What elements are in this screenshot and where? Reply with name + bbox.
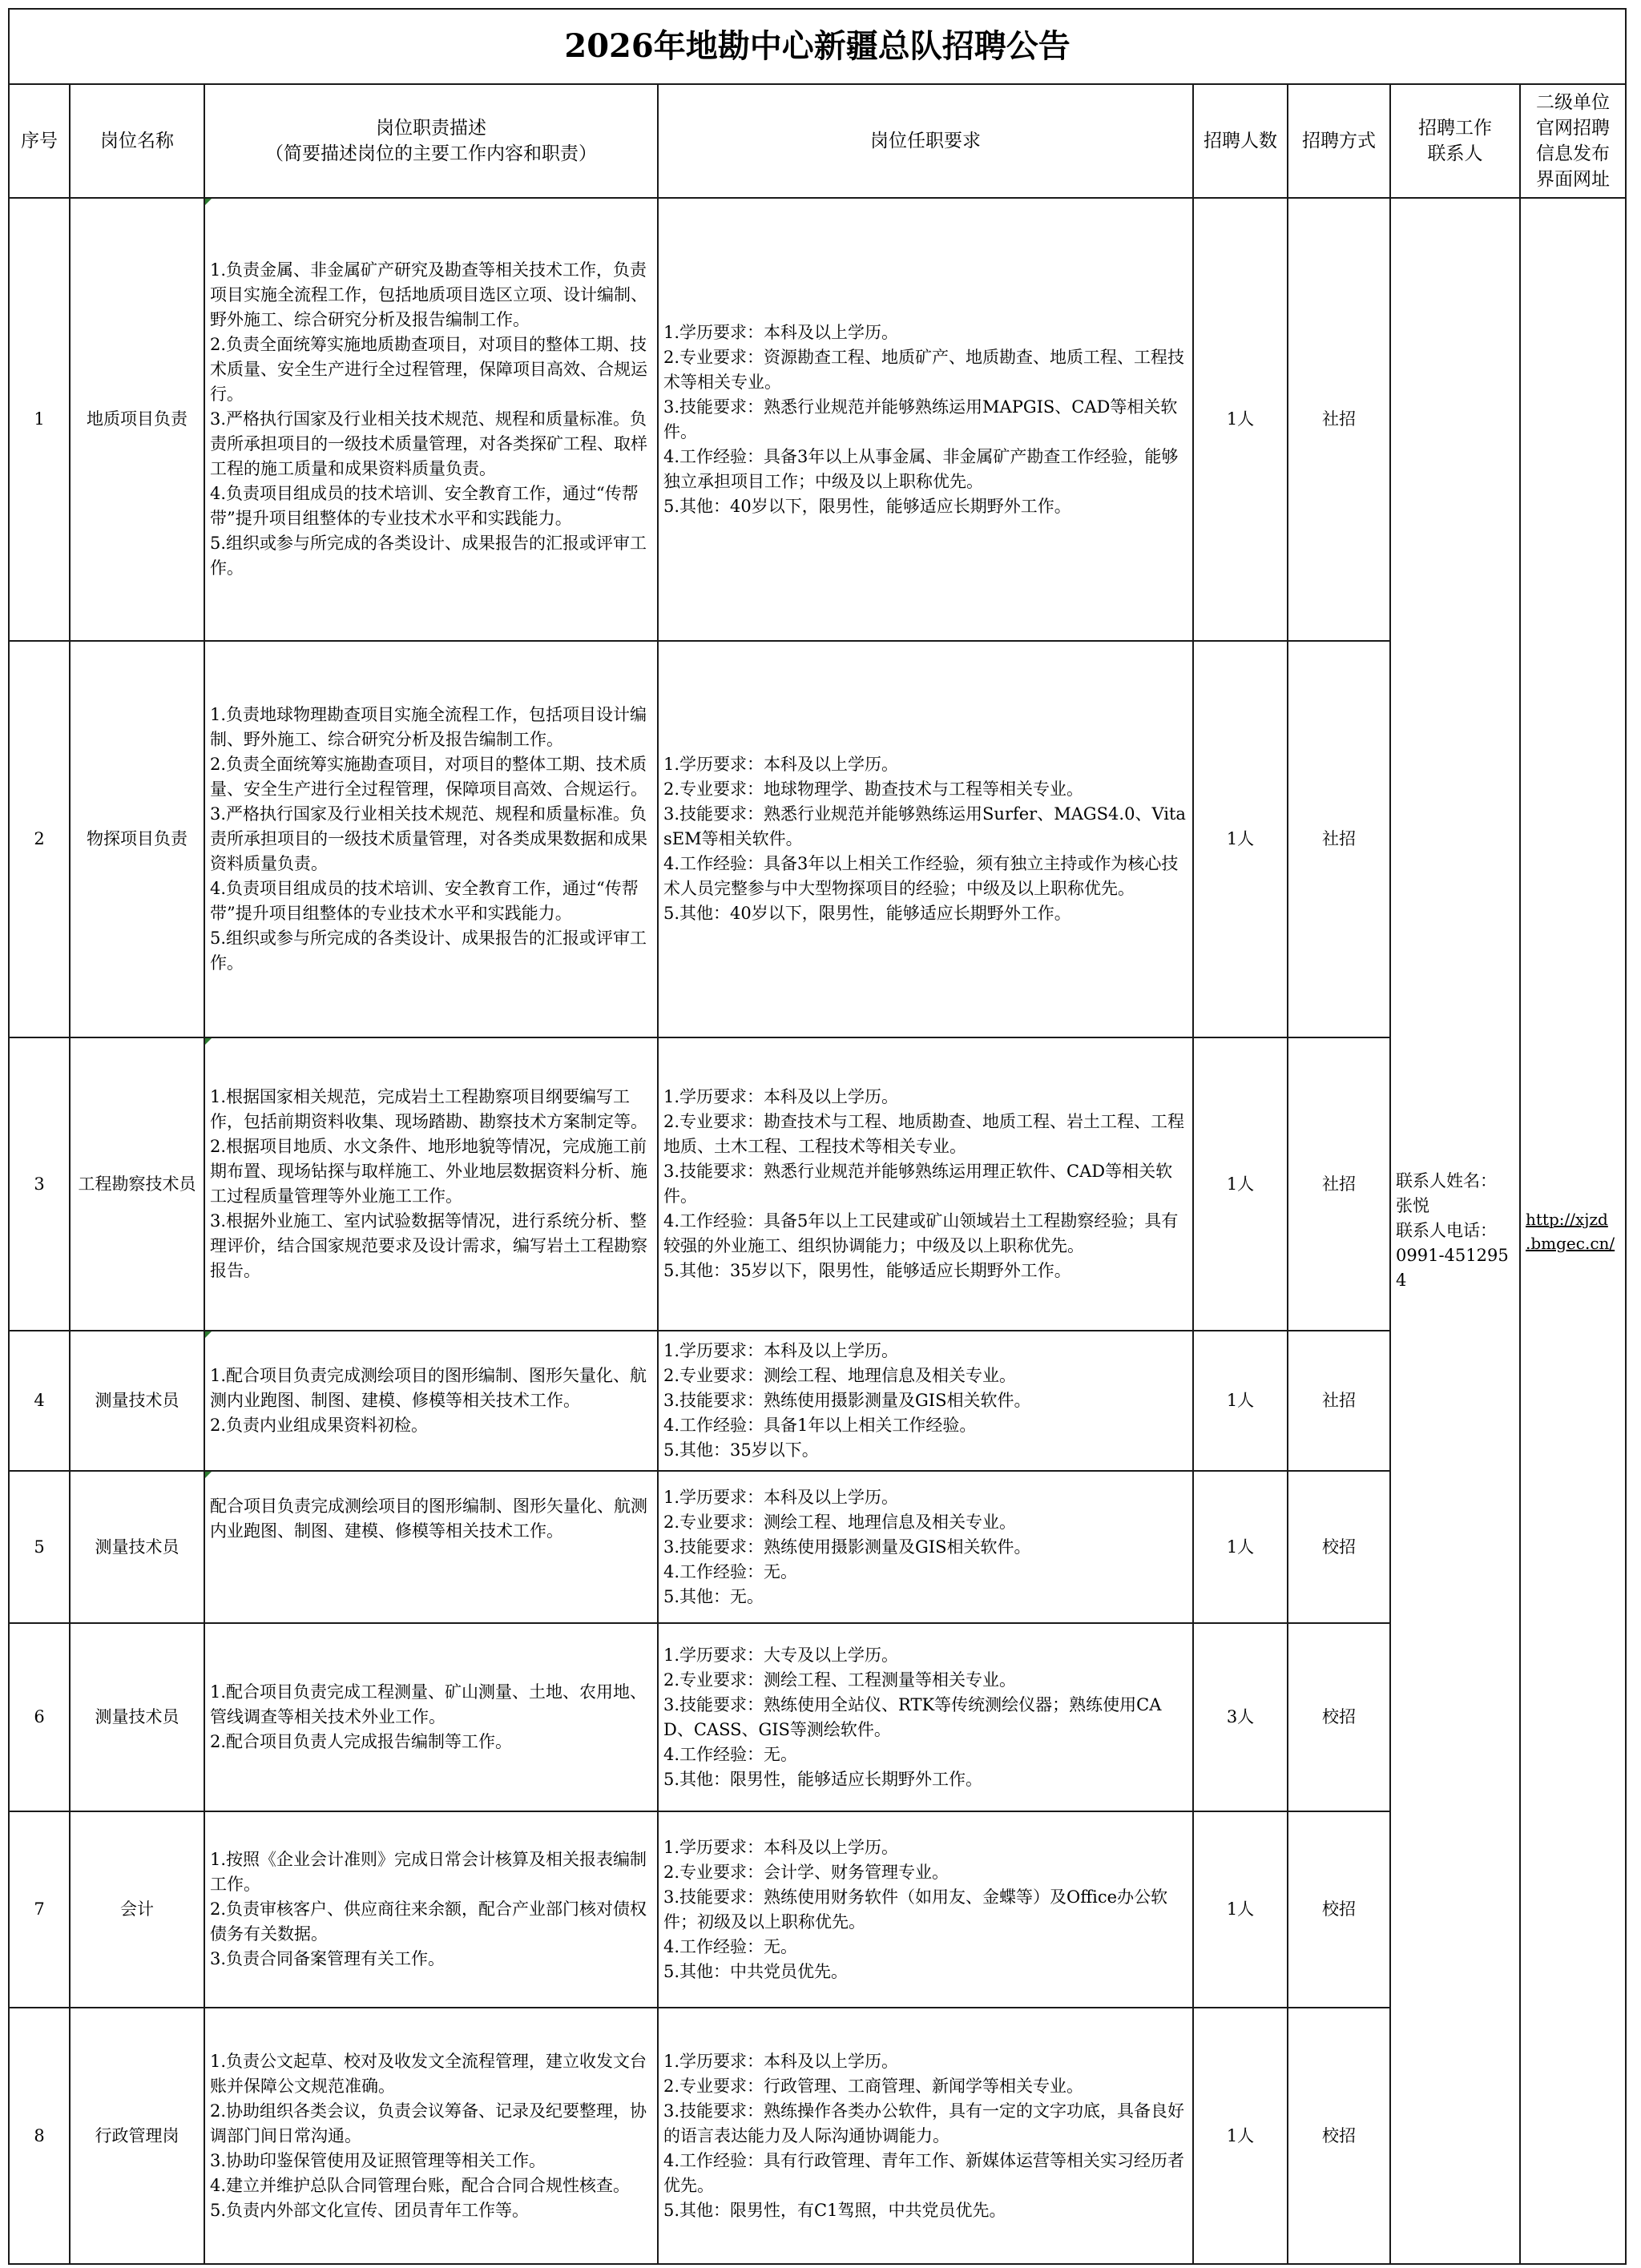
- requirement-line: 1.学历要求：本科及以上学历。: [663, 1087, 899, 1106]
- row-method: 社招: [1288, 1331, 1390, 1471]
- row-duties: [204, 1331, 658, 1471]
- url-link-line[interactable]: http://xjzd: [1526, 1209, 1608, 1229]
- row-no: 4: [9, 1331, 70, 1471]
- row-position-name: 测量技术员: [70, 1471, 204, 1623]
- header-count: 招聘人数: [1193, 84, 1288, 198]
- header-url: [1520, 84, 1626, 198]
- requirement-line: 3.技能要求：熟悉行业规范并能够熟练运用MAPGIS、CAD等相关软件。: [663, 397, 1178, 441]
- row-requirements: [658, 1037, 1193, 1331]
- requirement-line: 4.工作经验：无。: [663, 1561, 798, 1581]
- row-position-name: 行政管理岗: [70, 2008, 204, 2264]
- requirement-line: 1.学历要求：本科及以上学历。: [663, 1837, 899, 1857]
- header-url-line: 信息发布: [1536, 143, 1611, 164]
- duty-line: 5.组织或参与所完成的各类设计、成果报告的汇报或评审工作。: [210, 929, 647, 973]
- row-duties: [204, 1471, 658, 1623]
- table-row: [9, 1331, 1626, 1471]
- duty-line: 2.负责全面统筹实施地质勘查项目，对项目的整体工期、技术质量、安全生产进行全过程管理，保障项目高效、合规运行。: [210, 335, 647, 404]
- row-count: 1人: [1193, 1471, 1288, 1623]
- requirement-line: 3.技能要求：熟练使用摄影测量及GIS相关软件。: [663, 1391, 1031, 1410]
- requirement-line: 2.专业要求：勘查技术与工程、地质勘查、地质工程、岩土工程、工程地质、土木工程、工程技术等相关专业。: [663, 1112, 1185, 1156]
- header-requirements: 岗位任职要求: [658, 84, 1193, 198]
- duty-line: 2.负责全面统筹实施勘查项目，对项目的整体工期、技术质量、安全生产进行全过程管理，保障项目高效、合规运行。: [210, 755, 647, 799]
- page-title: 2026年地勘中心新疆总队招聘公告: [9, 9, 1626, 84]
- row-duties: [204, 198, 658, 641]
- table-row: [9, 2008, 1626, 2264]
- contact-name-label: 联系人姓名：: [1396, 1171, 1497, 1190]
- duty-line: 2.根据项目地质、水文条件、地形地貌等情况，完成施工前期布置、现场钻探与取样施工、外业地层数据资料分析、施工过程质量管理等外业施工工作。: [210, 1137, 647, 1206]
- requirement-line: 4.工作经验：具备3年以上从事金属、非金属矿产勘查工作经验，能够独立承担项目工作；中级及以上职称优先。: [663, 446, 1179, 491]
- header-row: [9, 84, 1626, 198]
- row-no: 5: [9, 1471, 70, 1623]
- row-no: 3: [9, 1037, 70, 1331]
- contact-name: 张悦: [1396, 1196, 1429, 1215]
- row-count: 1人: [1193, 2008, 1288, 2264]
- header-no: 序号: [9, 84, 70, 198]
- row-method: 社招: [1288, 198, 1390, 641]
- row-requirements: [658, 2008, 1193, 2264]
- row-method: 社招: [1288, 641, 1390, 1037]
- duty-line: 5.组织或参与所完成的各类设计、成果报告的汇报或评审工作。: [210, 534, 647, 578]
- requirement-line: 5.其他：40岁以下，限男性，能够适应长期野外工作。: [663, 496, 1071, 516]
- header-url-line: 界面网址: [1536, 169, 1611, 190]
- recruitment-table: [8, 8, 1627, 2265]
- requirement-line: 2.专业要求：测绘工程、地理信息及相关专业。: [663, 1366, 1017, 1385]
- row-count: 1人: [1193, 641, 1288, 1037]
- header-contact: [1390, 84, 1520, 198]
- contact-phone-label: 联系人电话：: [1396, 1221, 1497, 1240]
- table-row: [9, 1811, 1626, 2008]
- header-method: 招聘方式: [1288, 84, 1390, 198]
- header-contact-line: 招聘工作: [1418, 118, 1492, 139]
- duty-line: 2.负责审核客户、供应商往来余额，配合产业部门核对债权债务有关数据。: [210, 1899, 647, 1944]
- row-duties: [204, 641, 658, 1037]
- duty-line: 1.负责公文起草、校对及收发文全流程管理，建立收发文台账并保障公文规范准确。: [210, 2051, 647, 2096]
- requirement-line: 1.学历要求：本科及以上学历。: [663, 755, 899, 774]
- header-duties: [204, 84, 658, 198]
- duty-line: 3.协助印鉴保管使用及证照管理等相关工作。: [210, 2150, 546, 2170]
- duty-line: 3.严格执行国家及行业相关技术规范、规程和质量标准。负责所承担项目的一级技术质量管理，对各类探矿工程、取样工程的施工质量和成果资料质量负责。: [210, 409, 647, 478]
- contact-phone: 0991-4512954: [1396, 1246, 1509, 1290]
- duty-line: 1.配合项目负责完成工程测量、矿山测量、土地、农用地、管线调查等相关技术外业工作。: [210, 1682, 647, 1726]
- requirement-line: 5.其他：限男性，能够适应长期野外工作。: [663, 1769, 983, 1789]
- row-position-name: 测量技术员: [70, 1623, 204, 1811]
- row-duties: [204, 1623, 658, 1811]
- row-requirements: [658, 1811, 1193, 2008]
- requirement-line: 4.工作经验：具有行政管理、青年工作、新媒体运营等相关实习经历者优先。: [663, 2150, 1185, 2195]
- row-no: 2: [9, 641, 70, 1037]
- row-duties: [204, 1037, 658, 1331]
- table-row: [9, 641, 1626, 1037]
- header-position-name: 岗位名称: [70, 84, 204, 198]
- requirement-line: 1.学历要求：本科及以上学历。: [663, 322, 899, 342]
- header-url-line: 二级单位: [1536, 92, 1611, 113]
- header-duties-subtitle: （简要描述岗位的主要工作内容和职责）: [265, 143, 597, 164]
- requirement-line: 3.技能要求：熟悉行业规范并能够熟练运用理正软件、CAD等相关软件。: [663, 1162, 1173, 1206]
- table-row: [9, 198, 1626, 641]
- row-duties: [204, 1811, 658, 2008]
- requirement-line: 1.学历要求：大专及以上学历。: [663, 1645, 899, 1665]
- row-method: 校招: [1288, 1811, 1390, 2008]
- row-requirements: [658, 1623, 1193, 1811]
- duty-line: 1.按照《企业会计准则》完成日常会计核算及相关报表编制工作。: [210, 1850, 647, 1894]
- row-position-name: 物探项目负责: [70, 641, 204, 1037]
- requirement-line: 2.专业要求：测绘工程、工程测量等相关专业。: [663, 1670, 1017, 1690]
- row-count: 1人: [1193, 1331, 1288, 1471]
- requirement-line: 2.专业要求：地球物理学、勘查技术与工程等相关专业。: [663, 779, 1084, 799]
- requirement-line: 5.其他：中共党员优先。: [663, 1961, 849, 1981]
- row-no: 1: [9, 198, 70, 641]
- requirement-line: 4.工作经验：无。: [663, 1936, 798, 1956]
- table-row: [9, 1623, 1626, 1811]
- row-count: 1人: [1193, 198, 1288, 641]
- requirement-line: 2.专业要求：行政管理、工商管理、新闻学等相关专业。: [663, 2076, 1084, 2096]
- requirement-line: 1.学历要求：本科及以上学历。: [663, 1341, 899, 1360]
- row-method: 校招: [1288, 2008, 1390, 2264]
- duty-line: 配合项目负责完成测绘项目的图形编制、图形矢量化、航测内业跑图、制图、建模、修模等相关技术工作。: [210, 1497, 647, 1541]
- duty-line: 4.负责项目组成员的技术培训、安全教育工作，通过“传帮带”提升项目组整体的专业技术水平和实践能力。: [210, 879, 639, 923]
- requirement-line: 5.其他：35岁以下。: [663, 1440, 819, 1460]
- row-requirements: [658, 641, 1193, 1037]
- row-no: 8: [9, 2008, 70, 2264]
- duty-line: 3.根据外业施工、室内试验数据等情况，进行系统分析、整理评价，结合国家规范要求及设计需求，编写岩土工程勘察报告。: [210, 1211, 647, 1280]
- requirement-line: 3.技能要求：熟练操作各类办公软件，具有一定的文字功底，具备良好的语言表达能力及人际沟通协调能力。: [663, 2101, 1185, 2145]
- duty-line: 3.严格执行国家及行业相关技术规范、规程和质量标准。负责所承担项目的一级技术质量管理，对各类成果数据和成果资料质量负责。: [210, 804, 647, 873]
- row-position-name: 地质项目负责: [70, 198, 204, 641]
- row-count: 1人: [1193, 1037, 1288, 1331]
- duty-line: 1.负责金属、非金属矿产研究及勘查等相关技术工作，负责项目实施全流程工作，包括地质项目选区立项、设计编制、野外施工、综合研究分析及报告编制工作。: [210, 260, 647, 329]
- header-url-line: 官网招聘: [1536, 118, 1611, 139]
- row-requirements: [658, 198, 1193, 641]
- requirement-line: 2.专业要求：资源勘查工程、地质矿产、地质勘查、地质工程、工程技术等相关专业。: [663, 347, 1185, 392]
- url-cell[interactable]: [1520, 198, 1626, 2264]
- requirement-line: 2.专业要求：测绘工程、地理信息及相关专业。: [663, 1512, 1017, 1532]
- requirement-line: 1.学历要求：本科及以上学历。: [663, 2051, 899, 2071]
- row-position-name: 测量技术员: [70, 1331, 204, 1471]
- row-requirements: [658, 1471, 1193, 1623]
- row-no: 6: [9, 1623, 70, 1811]
- url-link-line[interactable]: .bmgec.cn/: [1526, 1233, 1615, 1253]
- header-contact-line: 联系人: [1427, 143, 1483, 164]
- requirement-line: 4.工作经验：具备3年以上相关工作经验，须有独立主持或作为核心技术人员完整参与中大型物探项目的经验；中级及以上职称优先。: [663, 854, 1179, 898]
- row-method: 校招: [1288, 1623, 1390, 1811]
- requirement-line: 3.技能要求：熟练使用财务软件（如用友、金蝶等）及Office办公软件；初级及以上职称优先。: [663, 1887, 1168, 1932]
- table-row: [9, 1037, 1626, 1331]
- row-count: 3人: [1193, 1623, 1288, 1811]
- row-method: 校招: [1288, 1471, 1390, 1623]
- table-row: [9, 1471, 1626, 1623]
- row-duties: [204, 2008, 658, 2264]
- duty-line: 2.协助组织各类会议，负责会议筹备、记录及纪要整理，协调部门间日常沟通。: [210, 2101, 647, 2145]
- contact-cell: [1390, 198, 1520, 2264]
- requirement-line: 3.技能要求：熟悉行业规范并能够熟练运用Surfer、MAGS4.0、VitasEM等相关软件。: [663, 804, 1186, 848]
- header-duties-title: 岗位职责描述: [376, 118, 486, 139]
- requirement-line: 4.工作经验：无。: [663, 1744, 798, 1764]
- requirement-line: 2.专业要求：会计学、财务管理专业。: [663, 1862, 950, 1882]
- duty-line: 1.负责地球物理勘查项目实施全流程工作，包括项目设计编制、野外施工、综合研究分析及报告编制工作。: [210, 705, 647, 749]
- duty-line: 3.负责合同备案管理有关工作。: [210, 1949, 446, 1968]
- duty-line: 4.建立并维护总队合同管理台账，配合合同合规性核查。: [210, 2175, 631, 2195]
- requirement-line: 1.学历要求：本科及以上学历。: [663, 1487, 899, 1507]
- row-position-name: 工程勘察技术员: [70, 1037, 204, 1331]
- requirement-line: 5.其他：无。: [663, 1586, 764, 1606]
- duty-line: 2.配合项目负责人完成报告编制等工作。: [210, 1732, 513, 1751]
- requirement-line: 4.工作经验：具备1年以上相关工作经验。: [663, 1416, 977, 1435]
- duty-line: 1.根据国家相关规范，完成岩土工程勘察项目纲要编写工作，包括前期资料收集、现场踏勘、勘察技术方案制定等。: [210, 1087, 647, 1131]
- requirement-line: 5.其他：35岁以下，限男性，能够适应长期野外工作。: [663, 1261, 1071, 1280]
- row-method: 社招: [1288, 1037, 1390, 1331]
- duty-line: 5.负责内外部文化宣传、团员青年工作等。: [210, 2200, 530, 2220]
- row-count: 1人: [1193, 1811, 1288, 2008]
- row-no: 7: [9, 1811, 70, 2008]
- requirement-line: 3.技能要求：熟练使用摄影测量及GIS相关软件。: [663, 1537, 1031, 1557]
- requirement-line: 5.其他：限男性，有C1驾照，中共党员优先。: [663, 2200, 1006, 2220]
- duty-line: 1.配合项目负责完成测绘项目的图形编制、图形矢量化、航测内业跑图、制图、建模、修模等相关技术工作。: [210, 1366, 647, 1410]
- requirement-line: 3.技能要求：熟练使用全站仪、RTK等传统测绘仪器；熟练使用CAD、CASS、GIS等测绘软件。: [663, 1694, 1162, 1739]
- duty-line: 2.负责内业组成果资料初检。: [210, 1416, 429, 1435]
- recruitment-sheet: [8, 8, 1625, 2265]
- duty-line: 4.负责项目组成员的技术培训、安全教育工作，通过“传帮带”提升项目组整体的专业技术水平和实践能力。: [210, 484, 639, 528]
- row-requirements: [658, 1331, 1193, 1471]
- row-position-name: 会计: [70, 1811, 204, 2008]
- requirement-line: 4.工作经验：具备5年以上工民建或矿山领域岩土工程勘察经验；具有较强的外业施工、组织协调能力；中级及以上职称优先。: [663, 1211, 1179, 1255]
- requirement-line: 5.其他：40岁以下，限男性，能够适应长期野外工作。: [663, 904, 1071, 923]
